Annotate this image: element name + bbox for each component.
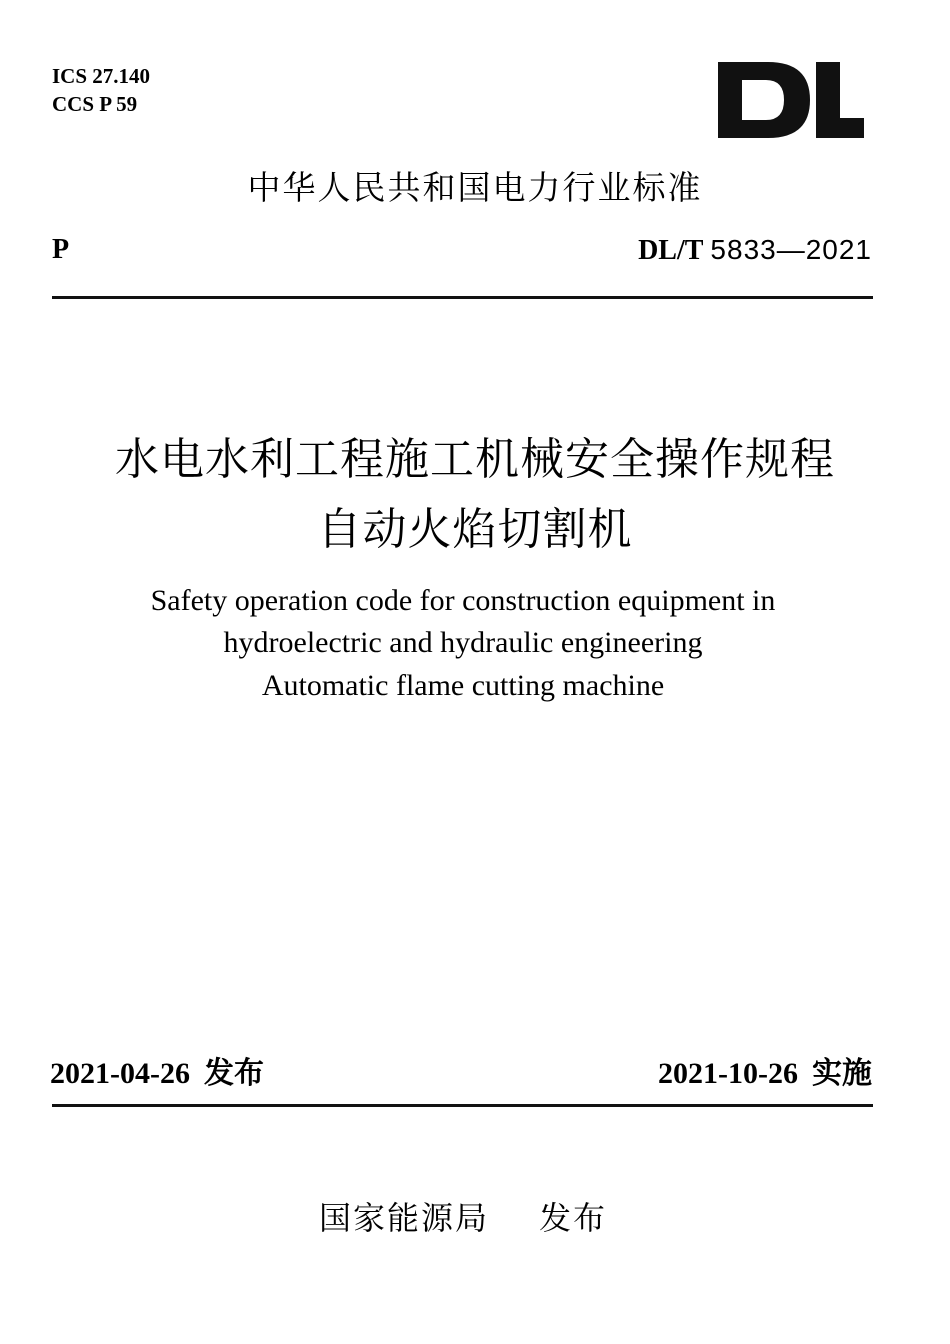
title-cn-line1: 水电水利工程施工机械安全操作规程: [115, 434, 835, 485]
implement-label: 实施: [812, 1056, 872, 1091]
header-rule: [52, 296, 873, 299]
ics-code: ICS 27.140: [52, 64, 151, 88]
publisher-action: 发布: [539, 1199, 608, 1237]
title-en-line3: Automatic flame cutting machine: [261, 669, 665, 702]
publisher-line: [0, 1196, 926, 1240]
dl-logo: [712, 40, 872, 150]
ccs-code: CCS P 59: [52, 92, 138, 116]
issue-date: 2021-04-26: [50, 1057, 190, 1090]
title-en-line2: hydroelectric and hydraulic engineering: [223, 626, 703, 659]
standard-code-number: 5833—2021: [710, 234, 872, 265]
standard-code: [638, 232, 872, 269]
standard-code-prefix: DL/T: [638, 235, 704, 266]
footer-rule: [52, 1104, 873, 1107]
title-en-line1: Safety operation code for construction equipment in: [150, 584, 776, 617]
implement-date: 2021-10-26: [658, 1057, 798, 1090]
issue-label: 发布: [203, 1056, 264, 1091]
title-cn-line2: 自动火焰切割机: [317, 504, 633, 555]
category-code: P: [52, 234, 70, 265]
standard-type: 中华人民共和国电力行业标准: [247, 168, 703, 207]
implement-date-block: [658, 1054, 872, 1094]
issue-date-block: [50, 1054, 264, 1094]
publisher-name: 国家能源局: [318, 1199, 489, 1237]
